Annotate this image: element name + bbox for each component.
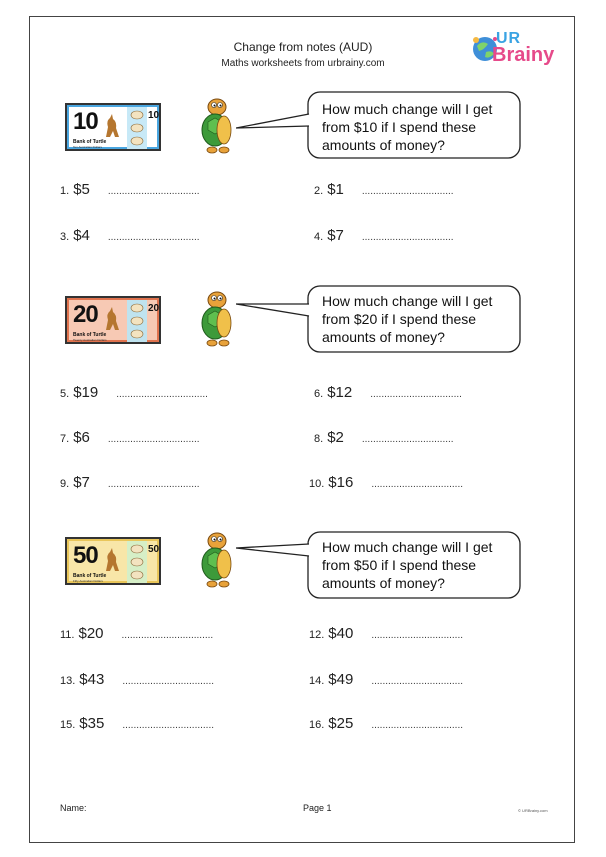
bubble-line: from $50 if I spend these: [322, 557, 477, 573]
bubble-line: How much change will I get: [322, 293, 493, 309]
question-number: 2.: [314, 185, 324, 197]
question-number: 8.: [314, 433, 324, 445]
answer-line[interactable]: .................................: [371, 479, 464, 490]
bubble-line: How much change will I get: [322, 539, 493, 555]
answer-line[interactable]: .................................: [107, 479, 200, 490]
kangaroo-icon: [101, 306, 121, 332]
question-3: [60, 227, 200, 249]
question-4: [314, 227, 454, 249]
page-number: Page 1: [303, 803, 332, 813]
answer-line[interactable]: .................................: [116, 389, 208, 400]
note-bank-name: Bank of Turtle: [73, 139, 107, 145]
note-small-denomination: 20: [148, 303, 160, 314]
question-number: 13.: [60, 675, 76, 687]
kangaroo-icon: [101, 113, 121, 139]
page-subtitle: Maths worksheets from urbrainy.com: [221, 58, 385, 69]
urbrainy-logo: [470, 30, 566, 72]
logo-text-brainy: Brainy: [492, 44, 555, 66]
question-6: [314, 384, 462, 406]
note-denomination: 50: [73, 542, 98, 569]
question-7: [60, 429, 200, 451]
bubble-line: from $20 if I spend these: [322, 311, 477, 327]
question-amount: $35: [79, 715, 105, 732]
question-11: [60, 625, 213, 647]
question-16: [309, 715, 463, 737]
question-number: 14.: [309, 675, 325, 687]
note-words: Ten Australian Dollars: [73, 145, 103, 149]
question-number: 11.: [60, 629, 75, 641]
question-number: 5.: [60, 388, 70, 400]
bubble-line: amounts of money?: [322, 329, 445, 345]
banknote-50: [65, 537, 161, 585]
speech-bubble-text: [322, 100, 492, 154]
question-amount: $4: [73, 227, 90, 244]
question-8: [314, 429, 454, 451]
question-amount: $7: [327, 227, 344, 244]
banknote-20: [65, 296, 161, 344]
note-small-denomination: 10: [148, 110, 160, 121]
turtle-print-icon: [128, 542, 146, 582]
tortoise-icon: [200, 96, 236, 156]
note-words: Twenty Australian Dollars: [73, 338, 107, 342]
question-number: 16.: [309, 719, 325, 731]
question-amount: $7: [73, 474, 90, 491]
logo-text-ur: UR: [496, 30, 522, 47]
speech-bubble-text: [322, 538, 492, 592]
answer-line[interactable]: .................................: [361, 434, 454, 445]
note-denomination: 10: [73, 108, 98, 135]
question-13: [60, 671, 214, 693]
question-amount: $20: [78, 625, 104, 642]
turtle-print-icon: [128, 108, 146, 148]
question-2: [314, 181, 454, 203]
page-title: Change from notes (AUD): [233, 40, 373, 54]
copyright-text: © URBrainy.com: [518, 808, 548, 813]
answer-line[interactable]: .................................: [121, 630, 214, 641]
answer-line[interactable]: .................................: [107, 186, 200, 197]
bubble-line: How much change will I get: [322, 101, 493, 117]
answer-line[interactable]: .................................: [107, 434, 200, 445]
answer-line[interactable]: .................................: [107, 232, 200, 243]
question-number: 6.: [314, 388, 324, 400]
bubble-line: amounts of money?: [322, 575, 445, 591]
question-amount: $1: [327, 181, 344, 198]
question-12: [309, 625, 463, 647]
question-number: 7.: [60, 433, 70, 445]
question-14: [309, 671, 463, 693]
question-15: [60, 715, 214, 737]
note-small-denomination: 50: [148, 544, 160, 555]
name-label: Name:: [60, 803, 87, 813]
bubble-line: from $10 if I spend these: [322, 119, 477, 135]
question-amount: $40: [328, 625, 354, 642]
answer-line[interactable]: .................................: [361, 186, 454, 197]
question-number: 9.: [60, 478, 70, 490]
note-words: Fifty Australian Dollars: [73, 579, 103, 583]
question-number: 1.: [60, 185, 70, 197]
question-9: [60, 474, 200, 496]
question-amount: $19: [73, 384, 99, 401]
question-1: [60, 181, 200, 203]
question-amount: $5: [73, 181, 90, 198]
question-amount: $6: [73, 429, 90, 446]
speech-bubble-text: [322, 292, 492, 346]
question-number: 12.: [309, 629, 325, 641]
question-10: [309, 474, 463, 496]
question-number: 10.: [309, 478, 325, 490]
question-number: 3.: [60, 231, 70, 243]
question-amount: $43: [79, 671, 105, 688]
question-number: 4.: [314, 231, 324, 243]
answer-line[interactable]: .................................: [371, 630, 464, 641]
kangaroo-icon: [101, 547, 121, 573]
answer-line[interactable]: .................................: [122, 720, 215, 731]
answer-line[interactable]: .................................: [361, 232, 454, 243]
note-bank-name: Bank of Turtle: [73, 573, 107, 579]
answer-line[interactable]: .................................: [370, 389, 462, 400]
question-amount: $2: [327, 429, 344, 446]
bubble-line: amounts of money?: [322, 137, 445, 153]
question-number: 15.: [60, 719, 76, 731]
note-denomination: 20: [73, 301, 98, 328]
banknote-10: [65, 103, 161, 151]
question-amount: $16: [328, 474, 354, 491]
answer-line[interactable]: .................................: [371, 720, 464, 731]
question-amount: $49: [328, 671, 354, 688]
tortoise-icon: [200, 289, 236, 349]
question-amount: $25: [328, 715, 354, 732]
turtle-print-icon: [128, 301, 146, 341]
question-amount: $12: [327, 384, 353, 401]
tortoise-icon: [200, 530, 236, 590]
answer-line[interactable]: .................................: [371, 676, 464, 687]
note-bank-name: Bank of Turtle: [73, 332, 107, 338]
answer-line[interactable]: .................................: [122, 676, 215, 687]
question-5: [60, 384, 208, 406]
